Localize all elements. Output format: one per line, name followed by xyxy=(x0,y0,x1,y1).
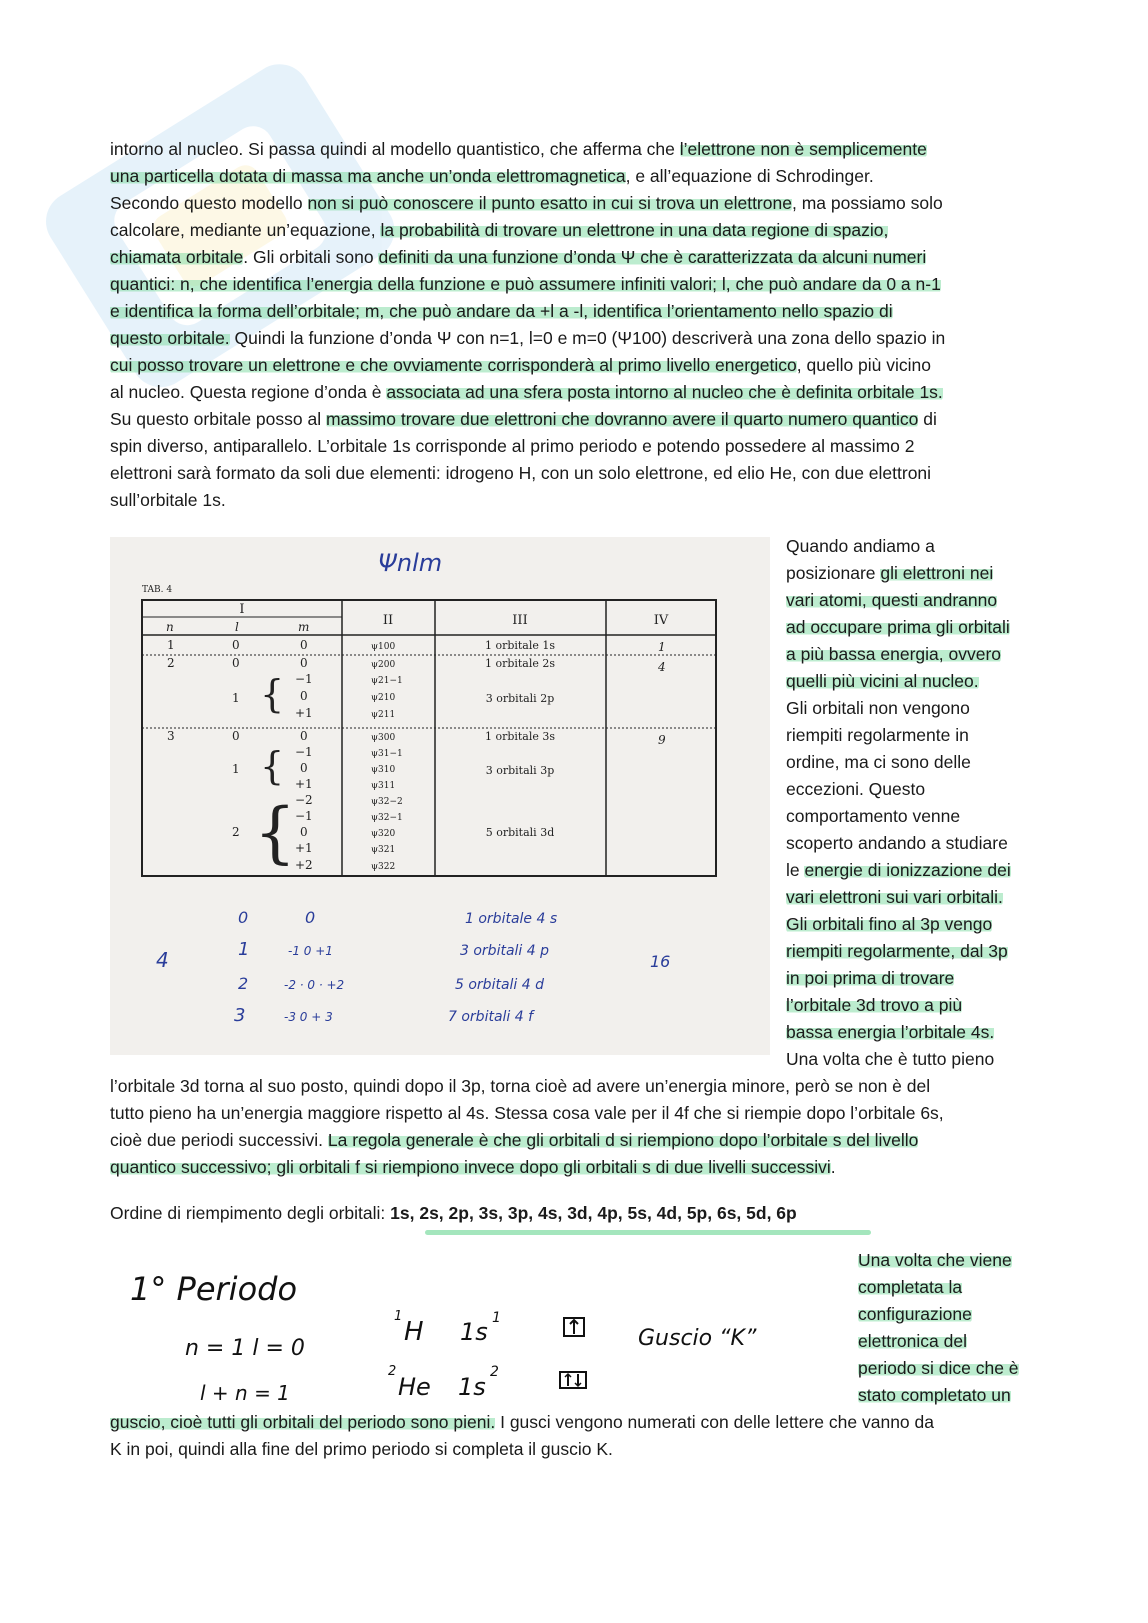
orbital-order-value: 1s, 2s, 2p, 3s, 3p, 4s, 3d, 4p, 5s, 4d, 5p, 6s, 5d, 6p xyxy=(390,1203,797,1223)
text-line: cioè due periodi successivi. La regola generale è che gli orbitali d si riempiono dopo l’orbitale s del livello xyxy=(110,1130,919,1150)
text-line: sull’orbitale 1s. xyxy=(110,490,226,510)
hand-h-config: 1s xyxy=(460,1318,488,1346)
row3-m2c: 0 xyxy=(300,825,308,839)
col-header-i: I xyxy=(239,602,245,617)
hand-orbital-4d: 5 orbitali 4 d xyxy=(455,977,544,993)
orbital-order-label: Ordine di riempimento degli orbitali: xyxy=(110,1203,391,1223)
row3-m1a: −1 xyxy=(295,745,313,759)
text-line: eccezioni. Questo xyxy=(786,779,926,799)
row3-m1b: 0 xyxy=(300,761,308,775)
text-line: completata la xyxy=(858,1277,963,1297)
text-line: le energie di ionizzazione dei xyxy=(786,860,1011,880)
text-line: tutto pieno ha un’energia maggiore rispetto al 4s. Stessa cosa vale per il 4f che si riempie dopo l’orbitale 6s, xyxy=(110,1103,944,1123)
hand-eq1: n = 1 l = 0 xyxy=(185,1336,305,1361)
brace: { xyxy=(260,744,285,788)
row3-l0: 0 xyxy=(232,729,240,743)
hand-iv-16: 16 xyxy=(650,952,671,971)
row2-psi200: ψ200 xyxy=(371,660,396,670)
row2-psi210: ψ210 xyxy=(371,693,396,703)
orbital-box-h xyxy=(564,1318,584,1336)
text-line: vari elettroni sui vari orbitali. xyxy=(786,887,1003,907)
hand-l1: 1 xyxy=(238,939,250,960)
psi-label: Ψnlm xyxy=(378,549,443,577)
row1-l: 0 xyxy=(232,638,240,652)
row3-psi322: ψ322 xyxy=(371,862,396,872)
hand-he-mass: 2 xyxy=(388,1364,397,1379)
text-line: guscio, cioè tutti gli orbitali del periodo sono pieni. I gusci vengono numerati con delle lettere che vanno da xyxy=(110,1412,934,1432)
text-line: intorno al nucleo. Si passa quindi al modello quantistico, che afferma che l’elettrone non è semplicemente xyxy=(110,139,927,159)
text-line: chiamata orbitale. Gli orbitali sono definiti da una funzione d’onda Ψ che è caratterizzata da alcuni numeri xyxy=(110,247,927,267)
hand-he-symbol: He xyxy=(398,1373,431,1401)
hand-orbital-4p: 3 orbitali 4 p xyxy=(460,943,549,959)
text-line: Una volta che è tutto pieno xyxy=(786,1049,995,1069)
text-line: scoperto andando a studiare xyxy=(786,833,1008,853)
text-line: l’orbitale 3d torna al suo posto, quindi dopo il 3p, torna cioè ad avere un’energia minore, però se non è del xyxy=(110,1076,931,1096)
row3-orbital-3s: 1 orbitale 3s xyxy=(484,730,556,743)
row3-psi320: ψ320 xyxy=(371,829,396,839)
row1-iv: 1 xyxy=(658,640,666,654)
hand-n4: 4 xyxy=(156,948,169,972)
col-header-ii: II xyxy=(382,613,394,628)
brace: { xyxy=(260,672,285,716)
hand-orbital-4s: 1 orbitale 4 s xyxy=(465,911,558,927)
row3-psi32m1: ψ32−1 xyxy=(371,813,403,823)
text-line: Quando andiamo a xyxy=(786,536,935,556)
row3-psi300: ψ300 xyxy=(371,733,396,743)
row3-psi32m2: ψ32−2 xyxy=(371,797,403,807)
text-line: a più bassa energia, ovvero xyxy=(786,644,1001,664)
text-line: comportamento venne xyxy=(786,806,961,826)
text-line: K in poi, quindi alla fine del primo periodo si completa il guscio K. xyxy=(110,1439,613,1459)
hand-he-config: 1s xyxy=(458,1373,486,1401)
hand-eq2: l + n = 1 xyxy=(200,1381,290,1405)
col-header-iii: III xyxy=(512,613,528,628)
hand-guscio: Guscio “K” xyxy=(638,1326,757,1351)
text-line: configurazione xyxy=(858,1304,972,1324)
text-line: ordine, ma ci sono delle xyxy=(786,752,971,772)
text-line: quelli più vicini al nucleo. xyxy=(786,671,979,691)
hand-h-symbol: H xyxy=(404,1317,424,1347)
row3-psi31m: ψ31−1 xyxy=(371,749,403,759)
text-line: Gli orbitali fino al 3p vengo xyxy=(786,914,993,934)
quantum-table-svg xyxy=(110,537,770,1055)
row3-m2e: +2 xyxy=(295,858,313,872)
order-underline xyxy=(425,1230,871,1235)
row2-orbital-2p: 3 orbitali 2p xyxy=(485,692,555,705)
hand-he-exp: 2 xyxy=(490,1364,499,1380)
text-line: in poi prima di trovare xyxy=(786,968,955,988)
row2-n: 2 xyxy=(167,656,175,670)
row2-psi211: ψ211 xyxy=(371,710,396,720)
text-line: periodo si dice che è xyxy=(858,1358,1019,1378)
quantum-numbers-figure xyxy=(110,537,770,1055)
text-line: Secondo questo modello non si può conoscere il punto esatto in cui si trova un elettrone, ma possiamo solo xyxy=(110,193,943,213)
row1-orbital: 1 orbitale 1s xyxy=(484,639,556,652)
row3-m1c: +1 xyxy=(295,777,313,791)
text-line: cui posso trovare un elettrone e che ovviamente corrisponderà al primo livello energetico, quello più vicino xyxy=(110,355,932,375)
row2-m0: 0 xyxy=(300,656,308,670)
orbital-box-he xyxy=(560,1372,586,1388)
text-line: elettroni sarà formato da soli due elementi: idrogeno H, con un solo elettrone, ed elio He, con due elettroni xyxy=(110,463,932,483)
row2-m-plus1: +1 xyxy=(295,706,313,720)
row2-l1: 1 xyxy=(232,691,240,705)
hand-m2: -2 · 0 · +2 xyxy=(284,978,345,992)
text-line: elettronica del xyxy=(858,1331,967,1351)
text-line: Una volta che viene xyxy=(858,1250,1012,1270)
row3-psi310: ψ310 xyxy=(371,765,396,775)
row2-orbital-2s: 1 orbitale 2s xyxy=(484,657,556,670)
text-line: quantico successivo; gli orbitali f si riempiono invece dopo gli orbitali s di due livelli successivi. xyxy=(110,1157,836,1177)
row3-n: 3 xyxy=(167,729,175,743)
hand-l2: 2 xyxy=(238,974,249,993)
hand-orbital-4f: 7 orbitali 4 f xyxy=(448,1009,534,1025)
table-corner-label: TAB. 4 xyxy=(142,585,173,595)
row3-l2: 2 xyxy=(232,825,240,839)
text-line: spin diverso, antiparallelo. L’orbitale 1s corrisponde al primo periodo e potendo possedere al massimo 2 xyxy=(110,436,915,456)
text-line: riempiti regolarmente, dal 3p xyxy=(786,941,1008,961)
row1-psi: ψ100 xyxy=(371,642,396,652)
hand-periodo: 1° Periodo xyxy=(130,1270,298,1308)
row2-l0: 0 xyxy=(232,656,240,670)
row3-l1: 1 xyxy=(232,762,240,776)
text-line: quantici: n, che identifica l’energia della funzione e può assumere infiniti valori; l, che può andare da 0 a n-1 xyxy=(110,274,941,294)
text-line: calcolare, mediante un’equazione, la probabilità di trovare un elettrone in una data regione di spazio, xyxy=(110,220,889,240)
row2-iv: 4 xyxy=(658,660,666,674)
row3-m2b: −1 xyxy=(295,809,313,823)
row3-orbital-3d: 5 orbitali 3d xyxy=(485,826,555,839)
row3-psi321: ψ321 xyxy=(371,845,396,855)
row3-m0: 0 xyxy=(300,729,308,743)
text-line: riempiti regolarmente in xyxy=(786,725,969,745)
text-line: e identifica la forma dell’orbitale; m, che può andare da +l a -l, identifica l’orientamento nello spazio di xyxy=(110,301,893,321)
col-header-iv: IV xyxy=(653,613,669,628)
hand-h-mass: 1 xyxy=(394,1309,403,1324)
row1-m: 0 xyxy=(300,638,308,652)
hand-h-exp: 1 xyxy=(492,1310,501,1326)
text-line: l’orbitale 3d trovo a più xyxy=(786,995,963,1015)
header-l: l xyxy=(235,620,239,634)
hand-m1: -1 0 +1 xyxy=(288,944,333,958)
row3-orbital-3p: 3 orbitali 3p xyxy=(485,764,555,777)
handwritten-period-notes xyxy=(120,1250,820,1420)
row3-m2a: −2 xyxy=(295,793,313,807)
hand-m0: 0 xyxy=(305,908,316,927)
orbital-order-line xyxy=(110,1200,797,1227)
row2-psi21m: ψ21−1 xyxy=(371,676,403,686)
header-m: m xyxy=(298,620,310,634)
text-line: questo orbitale. Quindi la funzione d’onda Ψ con n=1, l=0 e m=0 (Ψ100) descriverà una zona dello spazio in xyxy=(110,328,946,348)
text-line: Gli orbitali non vengono xyxy=(786,698,970,718)
header-n: n xyxy=(166,620,174,634)
row3-m2d: +1 xyxy=(295,841,313,855)
hand-m3: -3 0 + 3 xyxy=(284,1010,333,1024)
text-line: vari atomi, questi andranno xyxy=(786,590,998,610)
text-line: una particella dotata di massa ma anche un’onda elettromagnetica, e all’equazione di Schrodinger. xyxy=(110,166,874,186)
hand-l3: 3 xyxy=(234,1005,246,1026)
row1-n: 1 xyxy=(167,638,175,652)
brace: { xyxy=(254,794,296,871)
row2-m-minus1: −1 xyxy=(295,672,313,686)
text-line: ad occupare prima gli orbitali xyxy=(786,617,1010,637)
row3-iv: 9 xyxy=(658,733,666,747)
text-line: Su questo orbitale posso al massimo trovare due elettroni che dovranno avere il quarto numero quantico di xyxy=(110,409,937,429)
text-line: stato completato un xyxy=(858,1385,1011,1405)
row2-m-zero: 0 xyxy=(300,689,308,703)
text-line: posizionare gli elettroni nei xyxy=(786,563,994,583)
text-line: bassa energia l’orbitale 4s. xyxy=(786,1022,995,1042)
text-line: al nucleo. Questa regione d’onda è associata ad una sfera posta intorno al nucleo che è definita orbitale 1s. xyxy=(110,382,943,402)
row3-psi311: ψ311 xyxy=(371,781,396,791)
hand-l0: 0 xyxy=(238,908,249,927)
